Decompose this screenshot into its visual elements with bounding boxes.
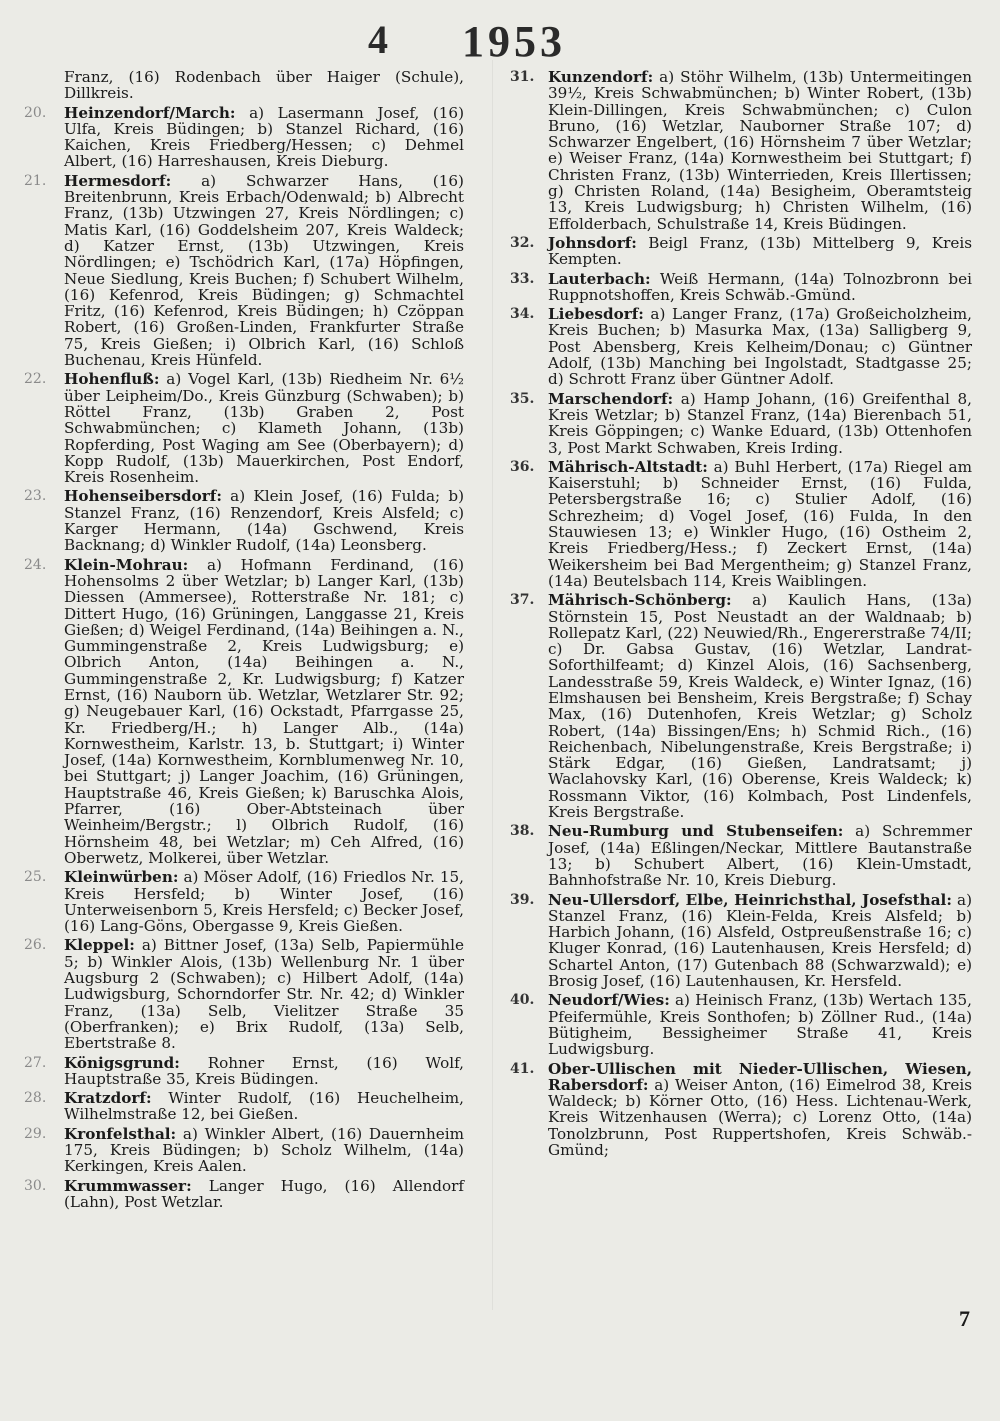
place-name: Hohenseibersdorf: xyxy=(64,487,222,506)
place-name: Johnsdorf: xyxy=(548,233,637,252)
entry-body: a) Hamp Johann, (16) Greifenthal 8, Kreis Wetzlar; b) Stanzel Franz, (14a) Bierenbach 51, Kreis Göppingen; c) Wanke Eduard, (13b) Ottenhofen 3, Post Markt Schwaben, Kreis Irding. xyxy=(548,389,972,457)
entry-text xyxy=(548,391,972,456)
list-entry xyxy=(510,271,972,304)
entry-text xyxy=(548,823,972,888)
entry-number: 35. xyxy=(510,390,535,407)
entry-number: 39. xyxy=(510,891,535,908)
entry-text xyxy=(548,69,972,232)
entry-text xyxy=(548,1061,972,1159)
entry-text xyxy=(64,488,464,553)
list-entry xyxy=(510,391,972,456)
entry-number: 29. xyxy=(24,1125,47,1142)
entry-body: a) Lasermann Josef, (16) Ulfa, Kreis Büdingen; b) Stanzel Richard, (16) Kaichen, Kreis Friedberg/Hessen; c) Dehmel Albert, (16) Harreshausen, Kreis Dieburg. xyxy=(64,103,464,171)
entry-number: 32. xyxy=(510,234,535,251)
place-name: Kunzendorf: xyxy=(548,68,654,86)
place-name: Marschendorf: xyxy=(548,389,674,408)
entry-body: a) Hofmann Ferdinand, (16) Hohensolms 2 über Wetzlar; b) Langer Karl, (13b) Diessen (Ammersee), Rotterstraße Nr. 181; c) Dittert Hugo, (16) Grüningen, Langgasse 21, Kreis Gießen; d) Weigel Ferdinand, (14a) Beihingen a. N., Gummingenstraße 2, Kreis Ludwigsburg; e) Olbrich Anton, (14a) Beihingen a. N., Gummingenstraße 2, Kr. Ludwigsburg; f) Katzer Ernst, (16) Nauborn üb. Wetzlar, Wetzlarer Str. 92; g) Neugebauer Karl, (16) Ockstadt, Pfarrgasse 25, Kr. Friedberg/H.; h) Langer Alb., (14a) Kornwestheim, Karlstr. 13, b. Stuttgart; i) Winter Josef, (14a) Kornwestheim, Kornblumenweg Nr. 10, bei Stuttgart; j) Langer Joachim, (16) Grüningen, Hauptstraße 46, Kreis Gießen; k) Baruschka Alois, Pfarrer, (16) Ober-Abtsteinach über Weinheim/Bergstr.; l) Olbrich Rudolf, (16) Hörnsheim 48, bei Wetzlar; m) Ceh Alfred, (16) Oberwetz, Molkerei, über Wetzlar. xyxy=(64,555,464,867)
left-column xyxy=(24,69,464,1213)
entry-text xyxy=(548,592,972,820)
entry-number: 27. xyxy=(24,1054,47,1071)
place-name: Königsgrund: xyxy=(64,1053,180,1072)
entry-body: a) Stanzel Franz, (16) Klein-Felda, Kreis Alsfeld; b) Harbich Johann, (16) Alsfeld, Ostpreußenstraße 16; c) Kluger Konrad, (16) Lautenhausen, Kreis Hersfeld; d) Schartel Anton, (17) Gutenbach 88 (Schwarzwald); e) Brosig Josef, (16) Lautenhausen, Kr. Hersfeld. xyxy=(548,890,972,991)
entry-body: Weiß Hermann, (14a) Tolnozbronn bei Ruppnotshoffen, Kreis Schwäb.-Gmünd. xyxy=(548,269,972,304)
entry-text xyxy=(548,459,972,589)
entry-body: Rohner Ernst, (16) Wolf, Hauptstraße 35, Kreis Büdingen. xyxy=(64,1053,464,1088)
page-number: 7 xyxy=(959,1306,970,1331)
place-name: Neu-Rumburg und Stubenseifen: xyxy=(548,822,844,841)
entry-number: 34. xyxy=(510,306,535,323)
entry-number: 24. xyxy=(24,556,47,573)
entry-text xyxy=(64,1090,464,1123)
entry-number: 31. xyxy=(510,69,535,85)
place-name: Klein-Mohrau: xyxy=(64,555,189,574)
entry-text xyxy=(64,869,464,934)
entry-body: a) Möser Adolf, (16) Friedlos Nr. 15, Kreis Hersfeld; b) Winter Josef, (16) Unterweisenborn 5, Kreis Hersfeld; c) Becker Josef, (16) Lang-Göns, Obergasse 9, Kreis Gießen. xyxy=(64,868,464,936)
place-name: Kratzdorf: xyxy=(64,1089,152,1108)
right-column xyxy=(510,69,972,1161)
list-entry xyxy=(510,823,972,888)
entry-number: 20. xyxy=(24,104,47,121)
entry-text xyxy=(64,173,464,369)
entry-number: 30. xyxy=(24,1177,47,1194)
entry-text xyxy=(64,937,464,1051)
list-entry xyxy=(510,892,972,990)
entry-number: 41. xyxy=(510,1060,535,1077)
entry-body: a) Kaulich Hans, (13a) Störnstein 15, Post Neustadt an der Waldnaab; b) Rollepatz Karl, (22) Neuwied/Rh., Engererstraße 74/II; c) Dr. Gabsa Gustav, (16) Wetzlar, Landrat-Soforthilfeamt; d) Kinzel Alois, (16) Sachsenberg, Landesstraße 59, Kreis Waldeck, e) Winter Ignaz, (16) Elmshausen bei Bensheim, Kreis Bergstraße; f) Schay Max, (16) Dutenhofen, Kreis Wetzlar; g) Scholz Robert, (14a) Bissingen/Ens; h) Schmid Rich., (16) Reichenbach, Nibelungenstraße, Kreis Bergstraße; i) Stärk Edgar, (16) Gießen, Landratsamt; j) Waclahovsky Karl, (16) Oberense, Kreis Waldeck; k) Rossmann Viktor, (16) Kolmbach, Post Lindenfels, Kreis Bergstraße. xyxy=(548,591,972,822)
list-entry xyxy=(510,992,972,1057)
entry-number: 40. xyxy=(510,992,535,1009)
entry-body: a) Winkler Albert, (16) Dauernheim 175, Kreis Büdingen; b) Scholz Wilhelm, (14a) Kerkingen, Kreis Aalen. xyxy=(64,1124,464,1176)
list-entry xyxy=(510,306,972,387)
entry-body: Winter Rudolf, (16) Heuchelheim, Wilhelmstraße 12, bei Gießen. xyxy=(64,1089,464,1124)
entry-number: 26. xyxy=(24,937,47,954)
entry-text xyxy=(64,105,464,170)
entry-number: 37. xyxy=(510,592,535,609)
list-entry xyxy=(24,105,464,170)
entry-body: a) Stöhr Wilhelm, (13b) Untermeitingen 39½, Kreis Schwabmünchen; b) Winter Robert, (13b) Klein-Dillingen, Kreis Schwabmünchen; c) Culon Bruno, (16) Wetzlar, Nauborner Straße 107; d) Schwarzer Engelbert, (16) Hörnsheim 7 über Wetzlar; e) Weiser Franz, (14a) Kornwestheim bei Stuttgart; f) Christen Franz, (13b) Winterrieden, Kreis Illertissen; g) Christen Roland, (14a) Besigheim, Oberamtsteig 13, Kreis Ludwigsburg; h) Christen Wilhelm, (16) Effolderbach, Schulstraße 14, Kreis Büdingen. xyxy=(548,68,972,233)
entry-body: a) Langer Franz, (17a) Großeicholzheim, Kreis Buchen; b) Masurka Max, (13a) Salligberg 9, Post Abensberg, Kreis Kelheim/Donau; c) Güntner Adolf, (13b) Manching bei Ingolstadt, Stadtgasse 25; d) Schrott Franz über Güntner Adolf. xyxy=(548,305,972,389)
list-entry xyxy=(510,69,972,232)
place-name: Kronfelsthal: xyxy=(64,1124,177,1143)
list-entry xyxy=(24,1178,464,1211)
entry-body: a) Bittner Josef, (13a) Selb, Papiermühle 5; b) Winkler Alois, (13b) Wellenburg Nr. 1 über Augsburg 2 (Schwaben); c) Hilbert Adolf, (14a) Ludwigsburg, Schorndorfer Str. Nr. 42; d) Winkler Franz, (13a) Selb, Vielitzer Straße 35 (Oberfranken); e) Brix Rudolf, (13a) Selb, Ebertstraße 8. xyxy=(64,936,464,1053)
entry-text xyxy=(64,371,464,485)
place-name: Mährisch-Schönberg: xyxy=(548,591,732,610)
entry-body: Beigl Franz, (13b) Mittelberg 9, Kreis Kempten. xyxy=(548,233,972,269)
entry-text xyxy=(64,1126,464,1175)
continuation-text: Franz, (16) Rodenbach über Haiger (Schule), Dillkreis. xyxy=(64,68,464,103)
entry-text xyxy=(548,992,972,1057)
place-name: Krummwasser: xyxy=(64,1176,192,1195)
place-name: Liebesdorf: xyxy=(548,305,644,324)
list-entry xyxy=(24,488,464,553)
entry-body: a) Klein Josef, (16) Fulda; b) Stanzel Franz, (16) Renzendorf, Kreis Alsfeld; c) Karger Hermann, (14a) Gschwend, Kreis Backnang; d) Winkler Rudolf, (14a) Leonsberg. xyxy=(64,487,464,555)
entry-number: 38. xyxy=(510,823,535,840)
entry-text xyxy=(64,1178,464,1211)
entry-number: 21. xyxy=(24,172,47,189)
column-gutter xyxy=(492,60,493,1310)
list-entry xyxy=(24,173,464,369)
list-entry xyxy=(24,1126,464,1175)
entry-body: a) Weiser Anton, (16) Eimelrod 38, Kreis Waldeck; b) Körner Otto, (16) Hess. Lichtenau-Werk, Kreis Witzenhausen (Werra); c) Lorenz Otto, (14a) Tonolzbrunn, Post Ruppertshofen, Kreis Schwäb.-Gmünd; xyxy=(548,1075,972,1159)
list-entry xyxy=(24,869,464,934)
entry-body: a) Vogel Karl, (13b) Riedheim Nr. 6½ über Leipheim/Do., Kreis Günzburg (Schwaben); b) Röttel Franz, (13b) Graben 2, Post Schwabmünchen; c) Klameth Johann, (13b) Ropferding, Post Waging am See (Oberbayern); d) Kopp Rudolf, (13b) Mauerkirchen, Post Endorf, Kreis Rosenheim. xyxy=(64,370,464,487)
entry-body: a) Heinisch Franz, (13b) Wertach 135, Pfeifermühle, Kreis Sonthofen; b) Zöllner Rud., (14a) Bütigheim, Bessigheimer Straße 41, Kreis Ludwigsburg. xyxy=(548,991,972,1059)
place-name: Heinzendorf/March: xyxy=(64,103,236,122)
entry-number: 22. xyxy=(24,371,47,388)
entry-text xyxy=(64,1055,464,1088)
entry-text xyxy=(548,271,972,304)
entry-text xyxy=(64,557,464,867)
entry-text xyxy=(548,235,972,268)
list-entry xyxy=(510,592,972,820)
page-header xyxy=(0,14,1000,64)
list-entry xyxy=(24,937,464,1051)
list-entry xyxy=(510,235,972,268)
place-name: Kleinwürben: xyxy=(64,868,179,887)
place-name: Hermesdorf: xyxy=(64,171,172,190)
entry-number: 28. xyxy=(24,1090,47,1107)
list-entry xyxy=(24,1055,464,1088)
list-entry xyxy=(24,557,464,867)
entry-number: 25. xyxy=(24,869,47,886)
entry-body: Langer Hugo, (16) Allendorf (Lahn), Post Wetzlar. xyxy=(64,1176,464,1211)
place-name: Hohenfluß: xyxy=(64,370,160,389)
place-name: Mährisch-Altstadt: xyxy=(548,457,708,476)
list-entry xyxy=(24,1090,464,1123)
entry-body: a) Buhl Herbert, (17a) Riegel am Kaiserstuhl; b) Schneider Ernst, (16) Fulda, Petersbergstraße 16; c) Stulier Adolf, (16) Schrezheim; d) Vogel Josef, (16) Fulda, In den Stauwiesen 13; e) Winkler Hugo, (16) Ostheim 2, Kreis Friedberg/Hess.; f) Zeckert Ernst, (14a) Weikersheim bei Bad Mergentheim; g) Stanzel Franz, (14a) Beutelsbach 114, Kreis Waiblingen. xyxy=(548,457,972,590)
place-name: Lauterbach: xyxy=(548,269,651,288)
entry-number: 23. xyxy=(24,488,47,505)
continuation-entry xyxy=(24,69,464,102)
place-name: Kleppel: xyxy=(64,936,135,955)
entry-number: 33. xyxy=(510,270,535,287)
place-name: Neu-Ullersdorf, Elbe, Heinrichsthal, Josefsthal: xyxy=(548,890,952,909)
issue-year: 1953 xyxy=(462,17,566,66)
place-name: Neudorf/Wies: xyxy=(548,991,670,1010)
entry-text xyxy=(548,306,972,387)
issue-number: 4 xyxy=(368,17,388,62)
entry-body: a) Schremmer Josef, (14a) Eßlingen/Neckar, Mittlere Bautanstraße 13; b) Schubert Albert, (16) Klein-Umstadt, Bahnhofstraße Nr. 10, Kreis Dieburg. xyxy=(548,822,972,890)
list-entry xyxy=(24,371,464,485)
list-entry xyxy=(510,459,972,589)
place-name: Ober-Ullischen mit Nieder-Ullischen, Wiesen, Rabersdorf: xyxy=(548,1059,972,1094)
entry-body: a) Schwarzer Hans, (16) Breitenbrunn, Kreis Erbach/Odenwald; b) Albrecht Franz, (13b) Utzwingen 27, Kreis Nördlingen; c) Matis Karl, (16) Goddelsheim 207, Kreis Waldeck; d) Katzer Ernst, (13b) Utzwingen, Kreis Nördlingen; e) Tschödrich Karl, (17a) Höpfingen, Neue Siedlung, Kreis Buchen; f) Schubert Wilhelm, (16) Kefenrod, Kreis Büdingen; g) Schmachtel Fritz, (16) Kefenrod, Kreis Büdingen; h) Czöppan Robert, (16) Großen-Linden, Frankfurter Straße 75, Kreis Gießen; i) Olbrich Karl, (16) Schloß Buchenau, Kreis Hünfeld. xyxy=(64,171,464,370)
entry-number: 36. xyxy=(510,458,535,475)
list-entry xyxy=(510,1061,972,1159)
entry-text xyxy=(548,892,972,990)
